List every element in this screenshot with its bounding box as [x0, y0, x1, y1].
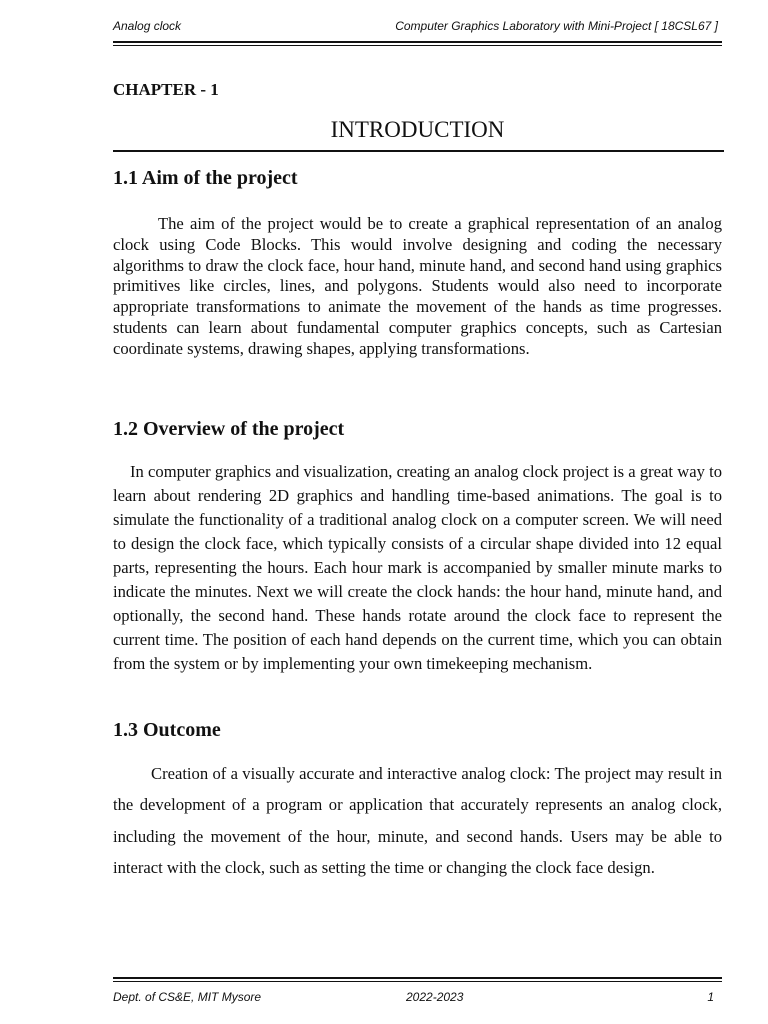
section-heading-overview: 1.2 Overview of the project — [113, 418, 345, 440]
section-heading-outcome: 1.3 Outcome — [113, 719, 221, 741]
header-rule-thin — [113, 45, 722, 46]
footer-rule-thin — [113, 981, 722, 982]
section-paragraph-overview: In computer graphics and visualization, creating an analog clock project is a great way to learn about rendering 2D graphics and handling time-based animations. The goal is to simulate the functionality of a traditional analog clock on a computer screen. We will need to design the clock face, which typically consists of a circular shape divided into 12 equal parts, representing the hours. Each hour mark is accompanied by smaller minute marks to indicate the minutes. Next we will create the clock hands: the hour hand, minute hand, and optionally, the second hand. These hands rotate around the clock face to represent the current time. The position of each hand depends on the current time, which you can obtain from the system or by implementing your own timekeeping mechanism. — [113, 462, 722, 673]
title-underline — [113, 150, 724, 152]
footer-year: 2022-2023 — [406, 990, 464, 1004]
chapter-label: CHAPTER - 1 — [113, 80, 219, 99]
chapter-title: INTRODUCTION — [330, 117, 505, 142]
section-paragraph-aim: The aim of the project would be to create a graphical representation of an analog clock using Code Blocks. This would involve designing and coding the necessary algorithms to draw the clock face, hour hand, minute hand, and second hand using graphics primitives like circles, lines, and polygons. Students would also need to incorporate appropriate transformations to animate the movement of the hands as time progresses. students can learn about fundamental computer graphics concepts, such as Cartesian coordinate systems, drawing shapes, applying transformations. — [113, 214, 722, 358]
footer-department: Dept. of CS&E, MIT Mysore — [113, 990, 262, 1004]
header-rule — [113, 41, 722, 43]
header-left-title: Analog clock — [113, 19, 182, 33]
footer-rule — [113, 977, 722, 979]
section-heading-aim: 1.1 Aim of the project — [113, 167, 298, 189]
footer-page-number: 1 — [707, 990, 714, 1004]
section-paragraph-outcome: Creation of a visually accurate and interactive analog clock: The project may result in the development of a program or application that accurately represents an analog clock, including the movement of the hour, minute, and second hands. Users may be able to interact with the clock, such as setting the time or changing the clock face design. — [113, 764, 722, 877]
header-right-title: Computer Graphics Laboratory with Mini-Project [ 18CSL67 ] — [395, 19, 718, 33]
